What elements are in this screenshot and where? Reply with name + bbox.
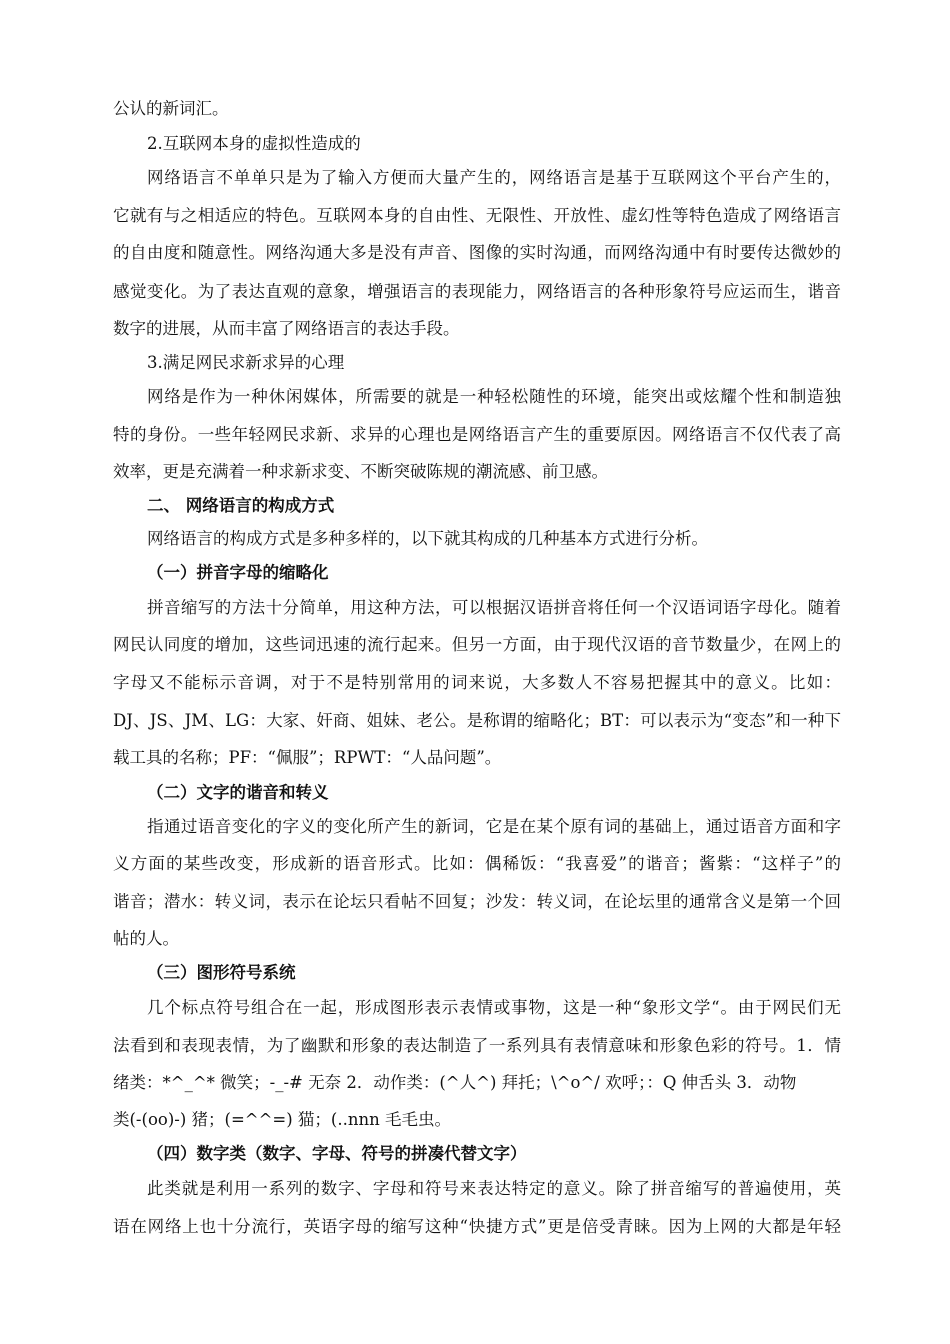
subsection-heading: （三）图形符号系统 [147,963,296,982]
paragraph-line: 效率，更是充满着一种求新求变、不断突破陈规的潮流感、前卫感。 [113,462,608,481]
paragraph-line: 谐音；潜水：转义词，表示在论坛只看帖不回复；沙发：转义词，在论坛里的通常含义是第一个回 [113,892,841,911]
paragraph-line: DJ、JS、JM、LG：大家、奸商、姐妹、老公。是称谓的缩略化；BT：可以表示为“变态”和一种下 [113,711,841,730]
paragraph-line: 语在网络上也十分流行，英语字母的缩写这种“快捷方式”更是倍受青睐。因为上网的大都是年轻 [113,1217,841,1236]
paragraph-line: 绪类：*^_^* 微笑；-_-# 无奈 2．动作类：(^人^) 拜托；\^o^/ 欢呼；：Q 伸舌头 3．动物 [113,1073,797,1092]
paragraph-line: 特的身份。一些年轻网民求新、求异的心理也是网络语言产生的重要原因。网络语言不仅代表了高 [113,425,841,444]
subsection-heading: （一）拼音字母的缩略化 [147,563,329,582]
paragraph-line: 几个标点符号组合在一起，形成图形表示表情或事物，这是一种“象形文学“。由于网民们无 [147,998,841,1017]
paragraph-line: 它就有与之相适应的特色。互联网本身的自由性、无限性、开放性、虚幻性等特色造成了网络语言 [113,206,841,225]
section-heading: 3.满足网民求新求异的心理 [147,353,345,372]
paragraph-line: 公认的新词汇。 [113,99,229,118]
paragraph-line: 拼音缩写的方法十分简单，用这种方法，可以根据汉语拼音将任何一个汉语词语字母化。随着 [147,598,841,617]
paragraph-line: 的自由度和随意性。网络沟通大多是没有声音、图像的实时沟通，而网络沟通中有时要传达微妙的 [113,243,841,262]
paragraph-line: 指通过语音变化的字义的变化所产生的新词，它是在某个原有词的基础上，通过语音方面和字 [147,817,841,836]
paragraph-line: 字母又不能标示音调，对于不是特别常用的词来说，大多数人不容易把握其中的意义。比如： [113,673,841,692]
paragraph-line: 义方面的某些改变，形成新的语音形式。比如：偶稀饭：“我喜爱”的谐音；酱紫：“这样子”的 [113,854,841,873]
paragraph-line: 网络语言不单单只是为了输入方便而大量产生的，网络语言是基于互联网这个平台产生的， [147,168,841,187]
subsection-heading: （二）文字的谐音和转义 [147,783,329,802]
paragraph-line: 帖的人。 [113,929,179,948]
paragraph-line: 类(-(oo)-) 猪；(=^^=) 猫；(..nnn 毛毛虫。 [113,1110,451,1129]
chapter-heading: 二、 网络语言的构成方式 [147,496,335,515]
paragraph-line: 此类就是利用一系列的数字、字母和符号来表达特定的意义。除了拼音缩写的普遍使用，英 [147,1179,841,1198]
paragraph-line: 法看到和表现表情，为了幽默和形象的表达制造了一系列具有表情意味和形象色彩的符号。1．情 [113,1036,841,1055]
paragraph-line: 载工具的名称；PF：“佩服”；RPWT：“人品问题”。 [113,748,502,767]
paragraph-line: 感觉变化。为了表达直观的意象，增强语言的表现能力，网络语言的各种形象符号应运而生，谐音 [113,282,841,301]
section-heading: 2.互联网本身的虚拟性造成的 [147,134,361,153]
paragraph-line: 数字的进展，从而丰富了网络语言的表达手段。 [113,319,460,338]
paragraph-line: 网络是作为一种休闲媒体，所需要的就是一种轻松随性的环境，能突出或炫耀个性和制造独 [147,387,841,406]
paragraph-line: 网民认同度的增加，这些词迅速的流行起来。但另一方面，由于现代汉语的音节数量少，在网上的 [113,635,841,654]
paragraph-line: 网络语言的构成方式是多种多样的，以下就其构成的几种基本方式进行分析。 [147,529,708,548]
subsection-heading: （四）数字类（数字、字母、符号的拼凑代替文字） [147,1144,527,1163]
